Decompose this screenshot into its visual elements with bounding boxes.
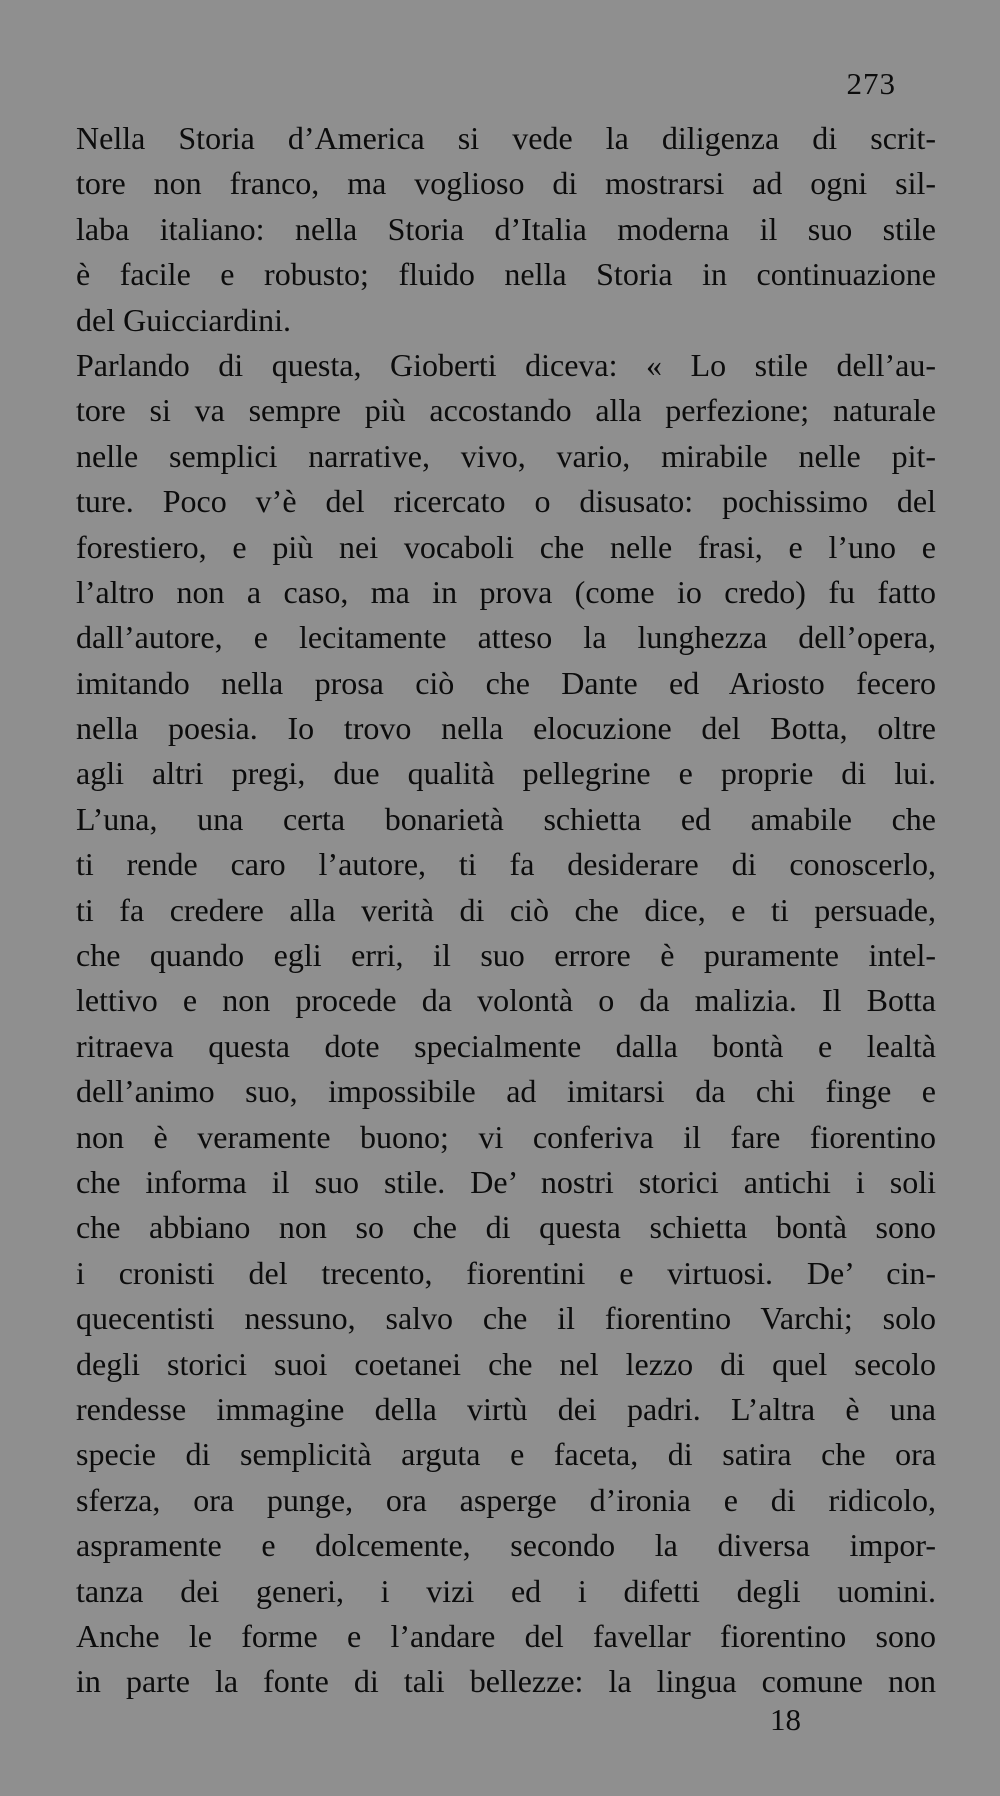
page-number: 273	[846, 66, 896, 101]
text-line: tore non franco, ma voglioso di mostrarsi ad ogni sil-	[76, 165, 936, 202]
text-line: dell’animo suo, impossibile ad imitarsi da chi finge e	[76, 1073, 936, 1110]
text-line: tanza dei generi, i vizi ed i difetti degli uomini.	[76, 1572, 936, 1609]
text-line: ti rende caro l’autore, ti fa desiderare di conoscerlo,	[76, 846, 936, 883]
text-line: agli altri pregi, due qualità pellegrine e proprie di lui.	[76, 755, 936, 792]
text-line: nelle semplici narrative, vivo, vario, mirabile nelle pit-	[76, 437, 936, 474]
text-line: sferza, ora punge, ora asperge d’ironia e di ridicolo,	[76, 1481, 936, 1518]
text-line: Anche le forme e l’andare del favellar fiorentino sono	[76, 1617, 936, 1654]
text-line: lettivo e non procede da volontà o da malizia. Il Botta	[76, 982, 936, 1019]
text-line: in parte la fonte di tali bellezze: la lingua comune non	[76, 1663, 936, 1700]
text-line: del Guicciardini.	[76, 301, 292, 338]
body-text	[76, 116, 936, 1705]
signature-mark: 18	[770, 1702, 801, 1737]
text-line: degli storici suoi coetanei che nel lezzo di quel secolo	[76, 1345, 936, 1382]
text-line: Nella Storia d’America si vede la diligenza di scrit-	[76, 120, 936, 156]
text-line: ritraeva questa dote specialmente dalla bontà e lealtà	[76, 1027, 936, 1064]
text-line: tore si va sempre più accostando alla perfezione; naturale	[76, 392, 936, 429]
text-line: non è veramente buono; vi conferiva il fare fiorentino	[76, 1118, 936, 1155]
text-line: forestiero, e più nei vocaboli che nelle frasi, e l’uno e	[76, 528, 936, 565]
text-line: aspramente e dolcemente, secondo la diversa impor-	[76, 1527, 936, 1564]
text-line: laba italiano: nella Storia d’Italia moderna il suo stile	[76, 210, 936, 247]
text-line: rendesse immagine della virtù dei padri. L’altra è una	[76, 1390, 936, 1427]
text-line: imitando nella prosa ciò che Dante ed Ariosto fecero	[76, 664, 936, 701]
text-line: quecentisti nessuno, salvo che il fiorentino Varchi; solo	[76, 1300, 936, 1337]
text-line: ture. Poco v’è del ricercato o disusato: pochissimo del	[76, 483, 936, 520]
text-line: ti fa credere alla verità di ciò che dice, e ti persuade,	[76, 891, 936, 928]
text-line: Parlando di questa, Gioberti diceva: « Lo stile dell’au-	[76, 346, 936, 383]
text-line: specie di semplicità arguta e faceta, di satira che ora	[76, 1436, 936, 1473]
text-line: che abbiano non so che di questa schietta bontà sono	[76, 1209, 936, 1246]
text-line: l’altro non a caso, ma in prova (come io credo) fu fatto	[76, 573, 936, 610]
text-line: è facile e robusto; fluido nella Storia in continuazione	[76, 256, 936, 293]
text-line: L’una, una certa bonarietà schietta ed amabile che	[76, 800, 936, 837]
text-line: che quando egli erri, il suo errore è puramente intel-	[76, 937, 936, 974]
text-line: dall’autore, e lecitamente atteso la lunghezza dell’opera,	[76, 619, 936, 656]
text-line: nella poesia. Io trovo nella elocuzione del Botta, oltre	[76, 710, 936, 747]
text-line: che informa il suo stile. De’ nostri storici antichi i soli	[76, 1163, 936, 1200]
text-line: i cronisti del trecento, fiorentini e virtuosi. De’ cin-	[76, 1254, 936, 1291]
